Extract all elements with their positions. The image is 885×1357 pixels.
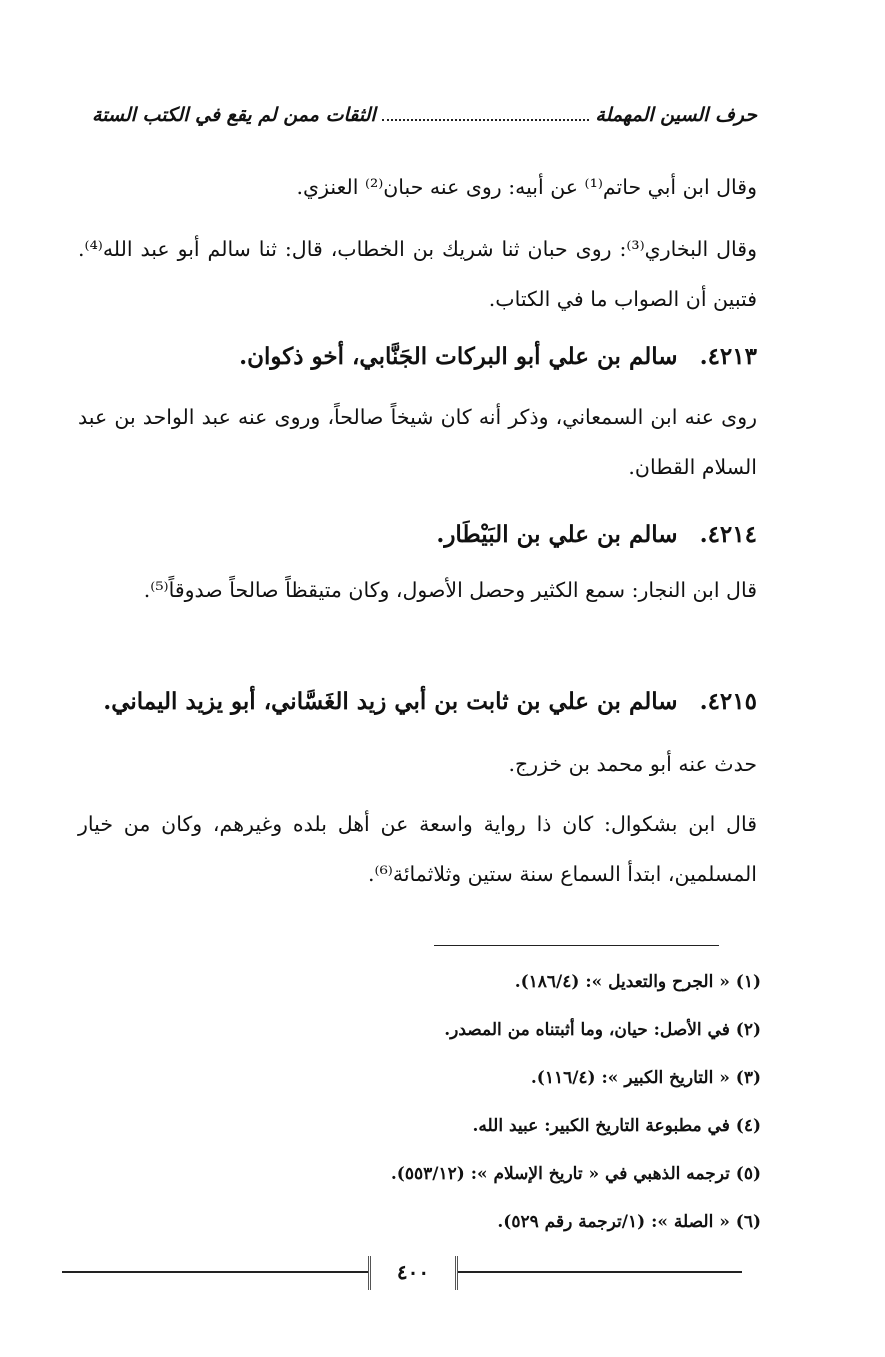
paragraph-5: حدث عنه أبو محمد بن خزرج. [508,752,757,776]
entry-4213 [78,337,757,377]
entry-title: سالم بن علي أبو البركات الجَنَّابي، أخو ذكوان. [239,343,678,370]
header-book-title: الثقات ممن لم يقع في الكتب الستة [92,104,376,126]
paragraph-4: قال ابن النجار: سمع الكثير وحصل الأصول، وكان متيقظاً صالحاً صدوقاً⁽⁵⁾. [143,578,757,602]
entry-number: ٤٢١٤. [699,521,757,548]
paragraph-1: وقال ابن أبي حاتم⁽¹⁾ عن أبيه: روى عنه حبان⁽²⁾ العنزي. [296,175,757,199]
entry-4215 [78,682,757,722]
footnote-2: (٢) في الأصل: حيان، وما أثبتناه من المصدر. [444,1020,761,1040]
entry-4214 [78,515,757,555]
entry-number: ٤٢١٥. [699,688,757,715]
header-dots [382,119,590,121]
entry-number: ٤٢١٣. [699,343,757,370]
paragraph-6: قال ابن بشكوال: كان ذا رواية واسعة عن أهل بلده وغيرهم، وكان من خيار المسلمين، ابتدأ السماع سنة ستين وثلاثمائة⁽⁶⁾. [78,812,757,886]
header-chapter: حرف السين المهملة [595,104,757,126]
entry-title: سالم بن علي بن البَيْطَار. [436,521,678,548]
page-number: ٤٠٠ [368,1256,458,1290]
paragraph-3: روى عنه ابن السمعاني، وذكر أنه كان شيخاً صالحاً، وروى عنه عبد الواحد بن عبد السلام القطان. [78,405,757,479]
running-header [92,104,757,128]
footnote-1: (١) « الجرح والتعديل »: (١٨٦/٤). [514,972,761,992]
footnote-6: (٦) « الصلة »: (١/ترجمة رقم ٥٢٩). [497,1212,761,1232]
paragraph-2: وقال البخاري⁽³⁾: روى حبان ثنا شريك بن الخطاب، قال: ثنا سالم أبو عبد الله⁽⁴⁾. فتبين أن الصواب ما في الكتاب. [78,237,757,311]
footnote-separator [434,945,719,946]
footnotes [90,960,761,1248]
entry-title: سالم بن علي بن ثابت بن أبي زيد الغَسَّاني، أبو يزيد اليماني. [103,688,678,715]
footnote-4: (٤) في مطبوعة التاريخ الكبير: عبيد الله. [472,1116,761,1136]
footnote-3: (٣) « التاريخ الكبير »: (١١٦/٤). [530,1068,761,1088]
footnote-5: (٥) ترجمه الذهبي في « تاريخ الإسلام »: (٥٥٣/١٢). [390,1164,761,1184]
